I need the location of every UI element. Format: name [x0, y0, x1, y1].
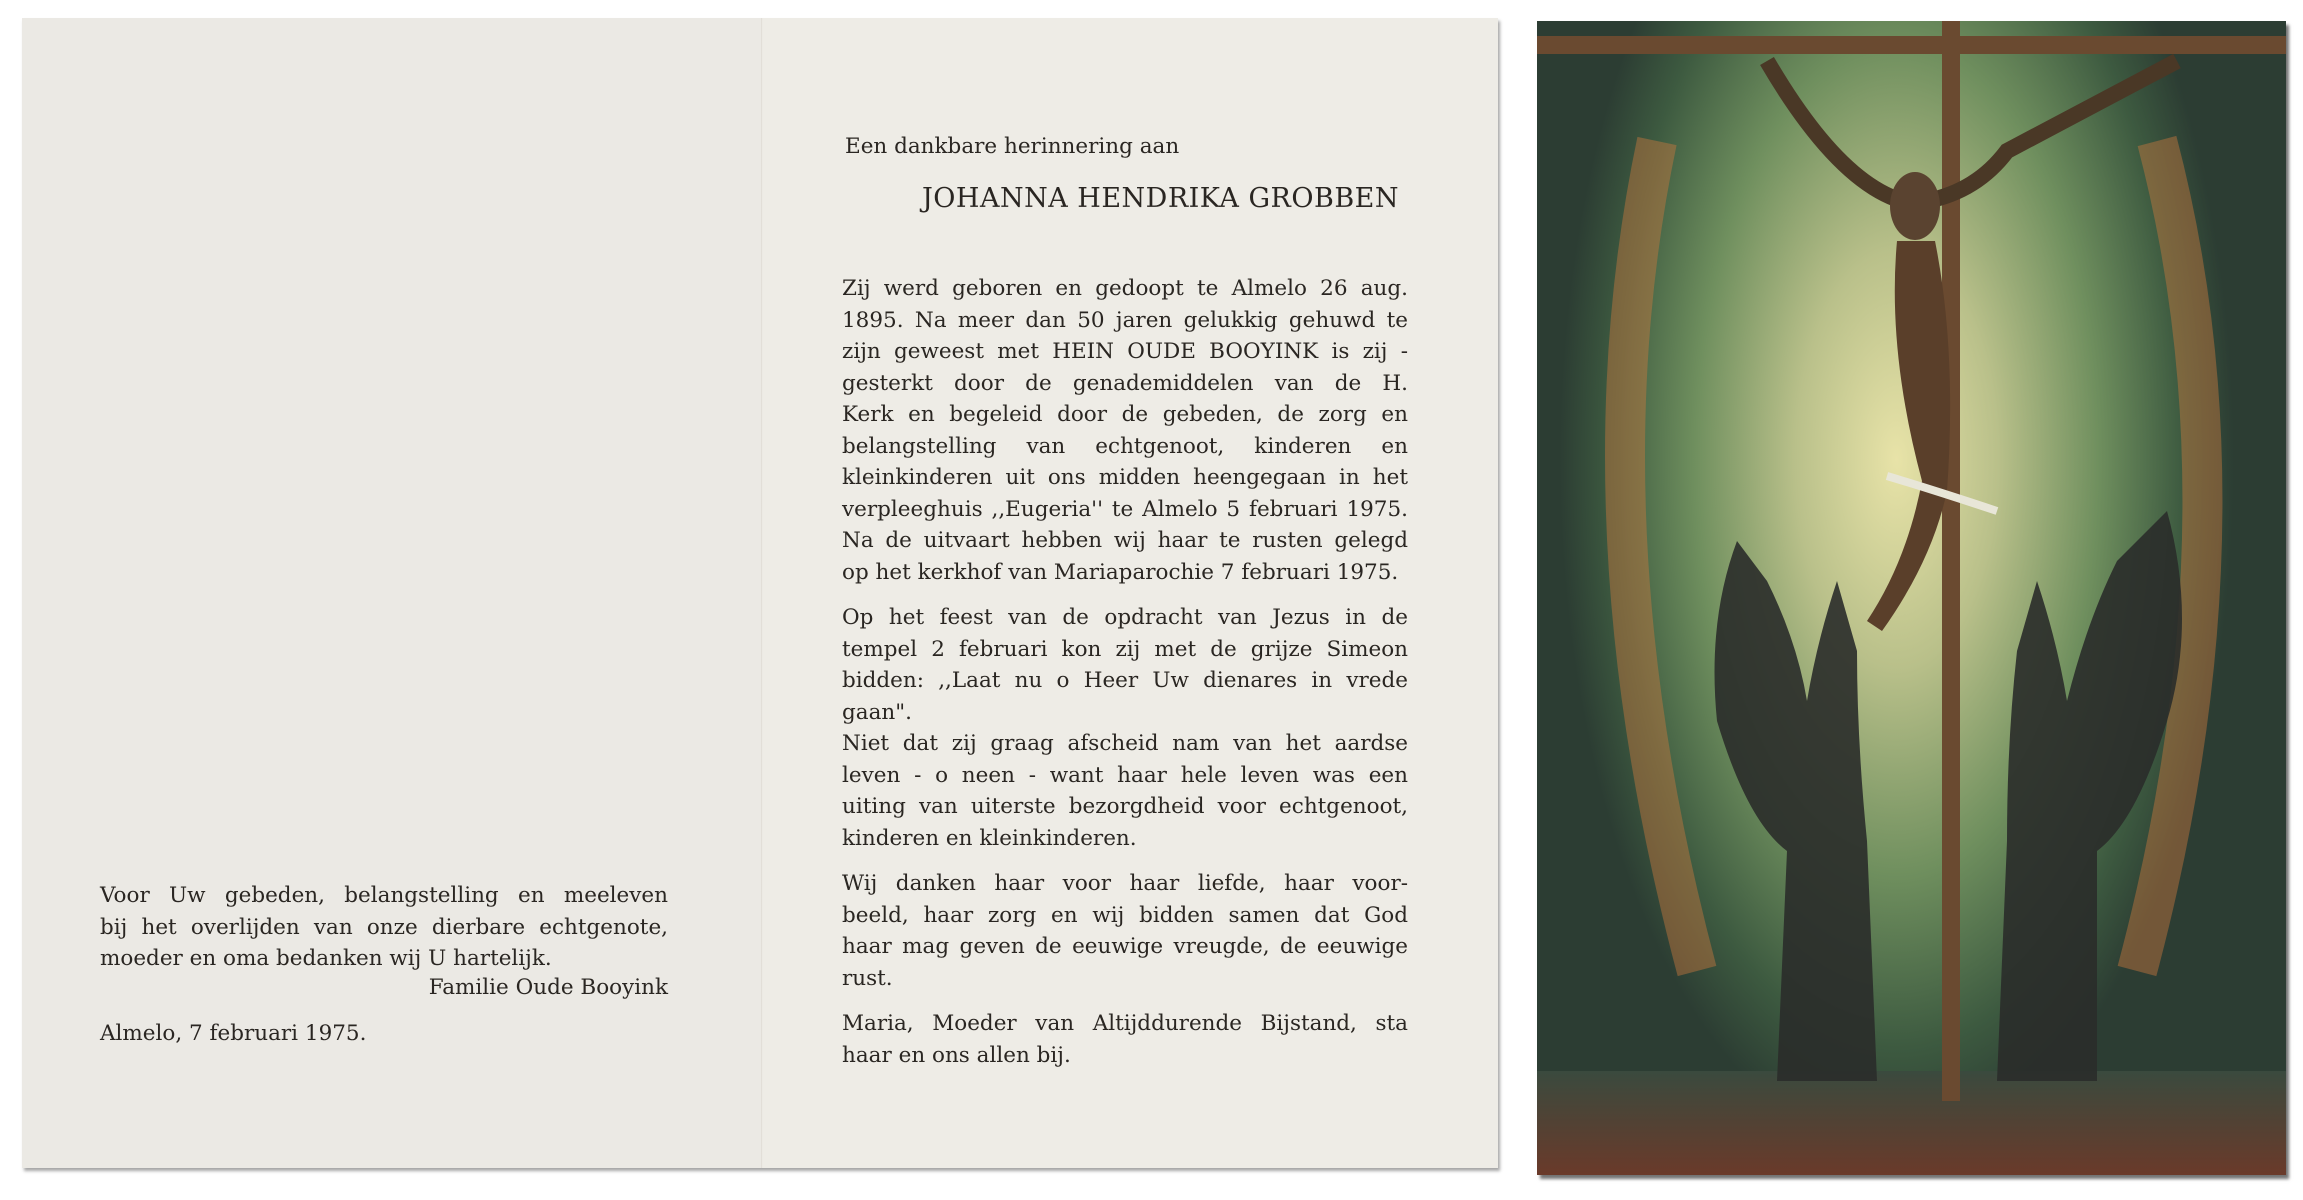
text-line: Niet dat zij graag afscheid nam van het aardse [842, 731, 1408, 756]
crucifixion-illustration [1537, 21, 2286, 1175]
text-line: verpleeghuis ,,Eugeria'' te Almelo 5 februari 1975. [842, 496, 1408, 522]
text-line: gesterkt door de genademiddelen van de H. [842, 370, 1408, 396]
paragraph [842, 602, 1408, 854]
text-line: kinderen en kleinkinderen. [842, 825, 1137, 851]
text-line: bij het overlijden van onze dierbare echtgenote, [100, 914, 668, 940]
text-line: op het kerkhof van Mariaparochie 7 februari 1975. [842, 559, 1399, 585]
text-line: gaan". [842, 699, 912, 725]
left-hand [1715, 541, 1878, 1081]
crucifixion-painting [1537, 21, 2286, 1175]
text-line: Voor Uw gebeden, belangstelling en meeleven [100, 883, 668, 908]
christ-body [1867, 241, 1950, 631]
text-line: leven - o neen - want haar hele leven was een [842, 762, 1408, 788]
right-hand [1997, 511, 2182, 1081]
paragraph [842, 868, 1408, 994]
text-line: Op het feest van de opdracht van Jezus in de [842, 605, 1408, 630]
text-line: zijn geweest met HEIN OUDE BOOYINK is zij - [842, 339, 1408, 364]
text-line: beeld, haar zorg en wij bidden samen dat God [842, 902, 1408, 928]
text-line: haar mag geven de eeuwige vreugde, de eeuwige [842, 934, 1408, 959]
text-line: haar en ons allen bij. [842, 1042, 1071, 1068]
family-signature: Familie Oude Booyink [428, 975, 668, 1000]
text-line: kleinkinderen uit ons midden heengegaan in het [842, 465, 1408, 490]
ground [1537, 1071, 2286, 1175]
card-right-panel [763, 18, 1498, 1168]
cross-beam [1537, 36, 2286, 54]
text-line: Zij werd geboren en gedoopt te Almelo 26 aug. [842, 276, 1408, 301]
aura-arc-left [1625, 141, 1697, 971]
text-line: Na de uitvaart hebben wij haar te rusten gelegd [842, 528, 1408, 553]
paragraph [842, 1008, 1408, 1071]
text-line: moeder en oma bedanken wij U hartelijk. [100, 946, 552, 971]
christ-head [1890, 172, 1940, 240]
place-date: Almelo, 7 februari 1975. [100, 1021, 367, 1046]
text-line: bidden: ,,Laat nu o Heer Uw dienares in vrede [842, 668, 1408, 693]
text-line: rust. [842, 965, 893, 991]
text-line: Maria, Moeder van Altijddurende Bijstand, sta [842, 1011, 1408, 1036]
text-line: tempel 2 februari kon zij met de grijze Simeon [842, 636, 1408, 662]
thanks-text [100, 880, 668, 975]
paragraph [842, 273, 1408, 588]
text-line: Kerk en begeleid door de gebeden, de zorg en [842, 402, 1408, 427]
card-heading: Een dankbare herinnering aan [845, 134, 1180, 159]
christ-arms [1767, 61, 2177, 201]
deceased-name: JOHANNA HENDRIKA GROBBEN [921, 183, 1400, 214]
text-line: 1895. Na meer dan 50 jaren gelukkig gehuwd te [842, 307, 1408, 333]
text-line: uiting van uiterste bezorgdheid voor echtgenoot, [842, 794, 1408, 819]
memorial-card-open [22, 18, 1498, 1168]
card-left-panel [22, 18, 762, 1168]
text-line: belangstelling van echtgenoot, kinderen en [842, 433, 1408, 459]
card-body-text [842, 273, 1408, 1085]
text-line: Wij danken haar voor haar liefde, haar voor- [842, 871, 1408, 896]
